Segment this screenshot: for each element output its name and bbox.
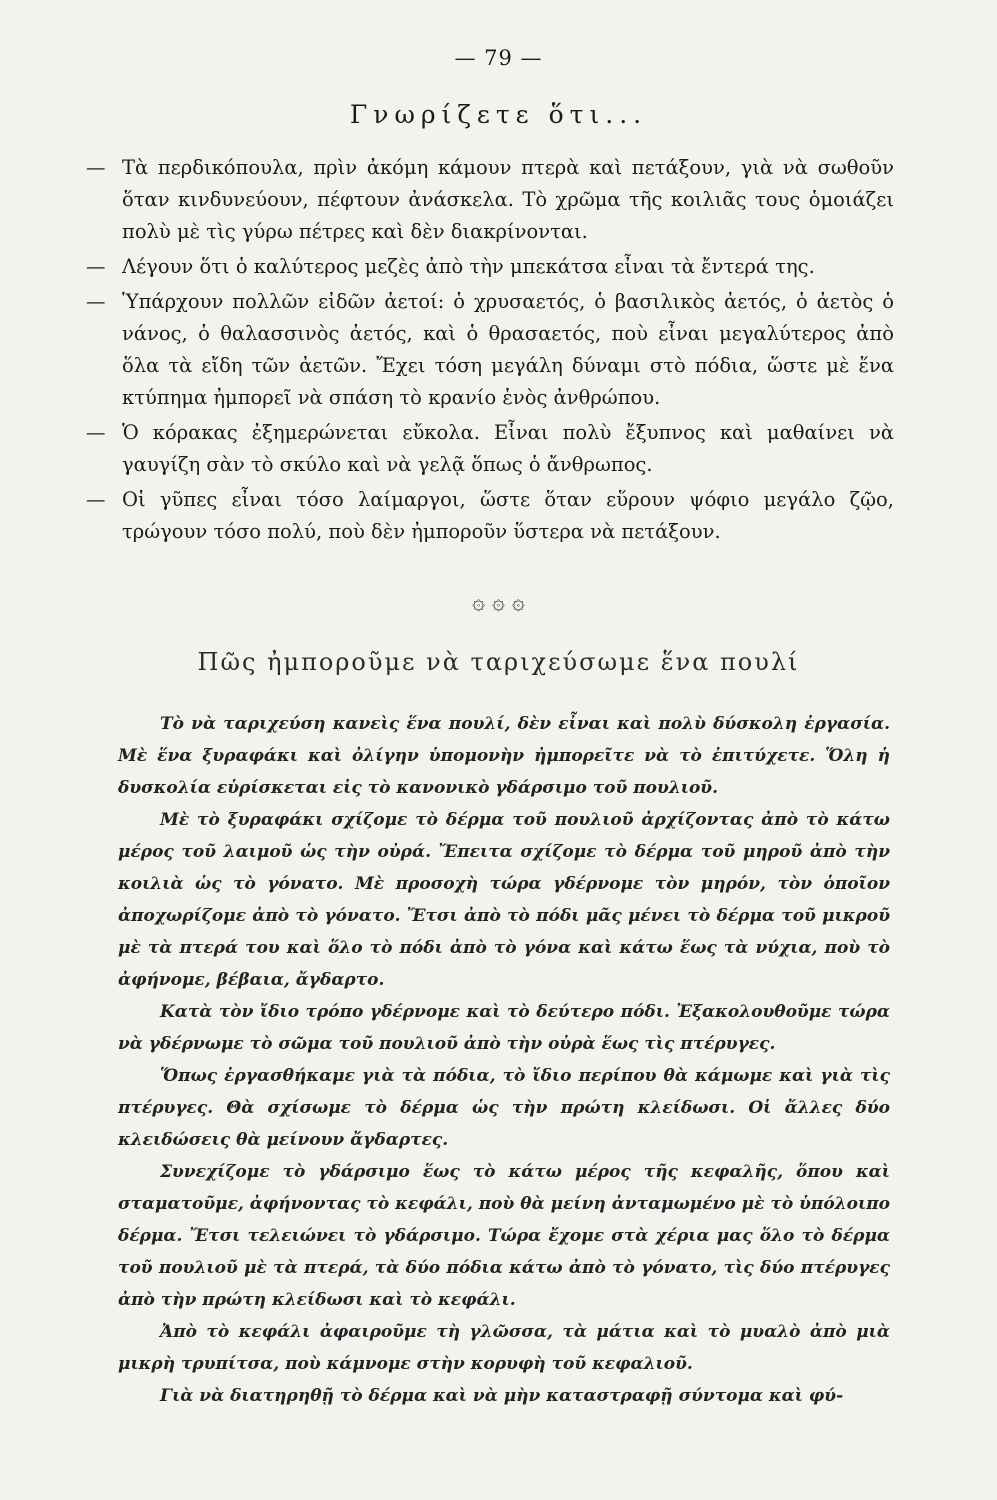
ornament-divider: ۞ ۞ ۞	[472, 590, 525, 615]
fact-text: Οἱ γῦπες εἶναι τόσο λαίμαργοι, ὥστε ὅταν εὕρουν ψόφιο μεγάλο ζῷο, τρώγουν τόσο πολύ, ποὺ δὲν ἠμποροῦν ὕστερα νὰ πετάξουν.	[122, 488, 894, 543]
paragraph: Γιὰ νὰ διατηρηθῇ τὸ δέρμα καὶ νὰ μὴν καταστραφῇ σύντομα καὶ φύ-	[160, 1386, 844, 1406]
fact-item	[86, 417, 894, 481]
fact-item	[86, 251, 894, 283]
fact-text: Λέγουν ὅτι ὁ καλύτερος μεζὲς ἀπὸ τὴν μπεκάτσα εἶναι τὰ ἔντερά της.	[122, 255, 815, 278]
fact-text: Τὰ περδικόπουλα, πρὶν ἀκόμη κάμουν πτερὰ καὶ πετάξουν, γιὰ νὰ σωθοῦν ὅταν κινδυνεύουν, πέφτουν ἀνάσκελα. Τὸ χρῶμα τῆς κοιλιᾶς τους ὁμοιάζει πολὺ μὲ τὶς γύρω πέτρες καὶ δὲν διακρίνονται.	[122, 156, 894, 243]
article-body	[118, 708, 890, 1412]
fact-text: Ὑπάρχουν πολλῶν εἰδῶν ἀετοί: ὁ χρυσαετός, ὁ βασιλικὸς ἀετός, ὁ ἀετὸς ὁ νάνος, ὁ θαλασσινὸς ἀετός, καὶ ὁ θρασαετός, ποὺ εἶναι μεγαλύτερος ἀπὸ ὅλα τὰ εἴδη τῶν ἀετῶν. Ἔχει τόση μεγάλη δύναμι στὸ πόδια, ὥστε μὲ ἕνα κτύπημα ἠμπορεῖ νὰ σπάση τὸ κρανίο ἑνὸς ἀνθρώπου.	[122, 290, 894, 409]
paragraph: Συνεχίζομε τὸ γδάρσιμο ἕως τὸ κάτω μέρος τῆς κεφαλῆς, ὅπου καὶ σταματοῦμε, ἀφήνοντας τὸ κεφάλι, ποὺ θὰ μείνη ἀνταμωμένο μὲ τὸ ὑπόλοιπο δέρμα. Ἔτσι τελειώνει τὸ γδάρσιμο. Τώρα ἔχομε στὰ χέρια μας ὅλο τὸ δέρμα τοῦ πουλιοῦ μὲ τὰ πτερά, τὰ δύο πόδια κάτω ἀπὸ τὸ γόνατο, τὶς δύο πτέρυγες ἀπὸ τὴν πρώτη κλείδωσι καὶ τὸ κεφάλι.	[118, 1162, 890, 1310]
facts-list	[86, 152, 894, 551]
fact-text: Ὁ κόρακας ἐξημερώνεται εὔκολα. Εἶναι πολὺ ἔξυπνος καὶ μαθαίνει νὰ γαυγίζη σὰν τὸ σκύλο καὶ νὰ γελᾷ ὅπως ὁ ἄνθρωπος.	[122, 421, 894, 476]
dash: —	[86, 488, 106, 511]
section-title-did-you-know: Γνωρίζετε ὅτι...	[349, 100, 648, 129]
paragraph: Κατὰ τὸν ἴδιο τρόπο γδέρνομε καὶ τὸ δεύτερο πόδι. Ἐξακολουθοῦμε τώρα νὰ γδέρνωμε τὸ σῶμα τοῦ πουλιοῦ ἀπὸ τὴν οὐρὰ ἕως τὶς πτέρυγες.	[118, 1002, 890, 1054]
dash: —	[86, 156, 106, 179]
section-title-taxidermy: Πῶς ἠμποροῦμε νὰ ταριχεύσωμε ἕνα πουλί	[197, 648, 800, 676]
paragraph: Μὲ τὸ ξυραφάκι σχίζομε τὸ δέρμα τοῦ πουλιοῦ ἀρχίζοντας ἀπὸ τὸ κάτω μέρος τοῦ λαιμοῦ ὡς τὴν οὐρά. Ἔπειτα σχίζομε τὸ δέρμα τοῦ μηροῦ ἀπὸ τὴν κοιλιὰ ὡς τὸ γόνατο. Μὲ προσοχὴ τώρα γδέρνομε τὸν μηρόν, τὸν ὁποῖον ἀποχωρίζομε ἀπὸ τὸ γόνατο. Ἔτσι ἀπὸ τὸ πόδι μᾶς μένει τὸ δέρμα τοῦ μικροῦ μὲ τὰ πτερά του καὶ ὅλο τὸ πόδι ἀπὸ τὸ γόνα καὶ κάτω ἕως τὰ νύχια, ποὺ τὸ ἀφήνομε, βέβαια, ἄγδαρτο.	[118, 810, 890, 990]
paragraph: Τὸ νὰ ταριχεύση κανεὶς ἕνα πουλί, δὲν εἶναι καὶ πολὺ δύσκολη ἐργασία. Μὲ ἕνα ξυραφάκι καὶ ὀλίγην ὑπομονὴν ἠμπορεῖτε νὰ τὸ ἐπιτύχετε. Ὅλη ἡ δυσκολία εὑρίσκεται εἰς τὸ κανονικὸ γδάρσιμο τοῦ πουλιοῦ.	[118, 714, 890, 798]
paragraph: Ἀπὸ τὸ κεφάλι ἀφαιροῦμε τὴ γλῶσσα, τὰ μάτια καὶ τὸ μυαλὸ ἀπὸ μιὰ μικρὴ τρυπίτσα, ποὺ κάμνομε στὴν κορυφὴ τοῦ κεφαλιοῦ.	[118, 1322, 890, 1374]
fact-item	[86, 484, 894, 548]
fact-item	[86, 286, 894, 414]
paragraph: Ὅπως ἐργασθήκαμε γιὰ τὰ πόδια, τὸ ἴδιο περίπου θὰ κάμωμε καὶ γιὰ τὶς πτέρυγες. Θὰ σχίσωμε τὸ δέρμα ὡς τὴν πρώτη κλείδωσι. Οἱ ἄλλες δύο κλειδώσεις θὰ μείνουν ἄγδαρτες.	[118, 1066, 890, 1150]
page-number: — 79 —	[454, 46, 543, 70]
dash: —	[86, 290, 106, 313]
dash: —	[86, 421, 106, 444]
dash: —	[86, 255, 106, 278]
fact-item	[86, 152, 894, 248]
